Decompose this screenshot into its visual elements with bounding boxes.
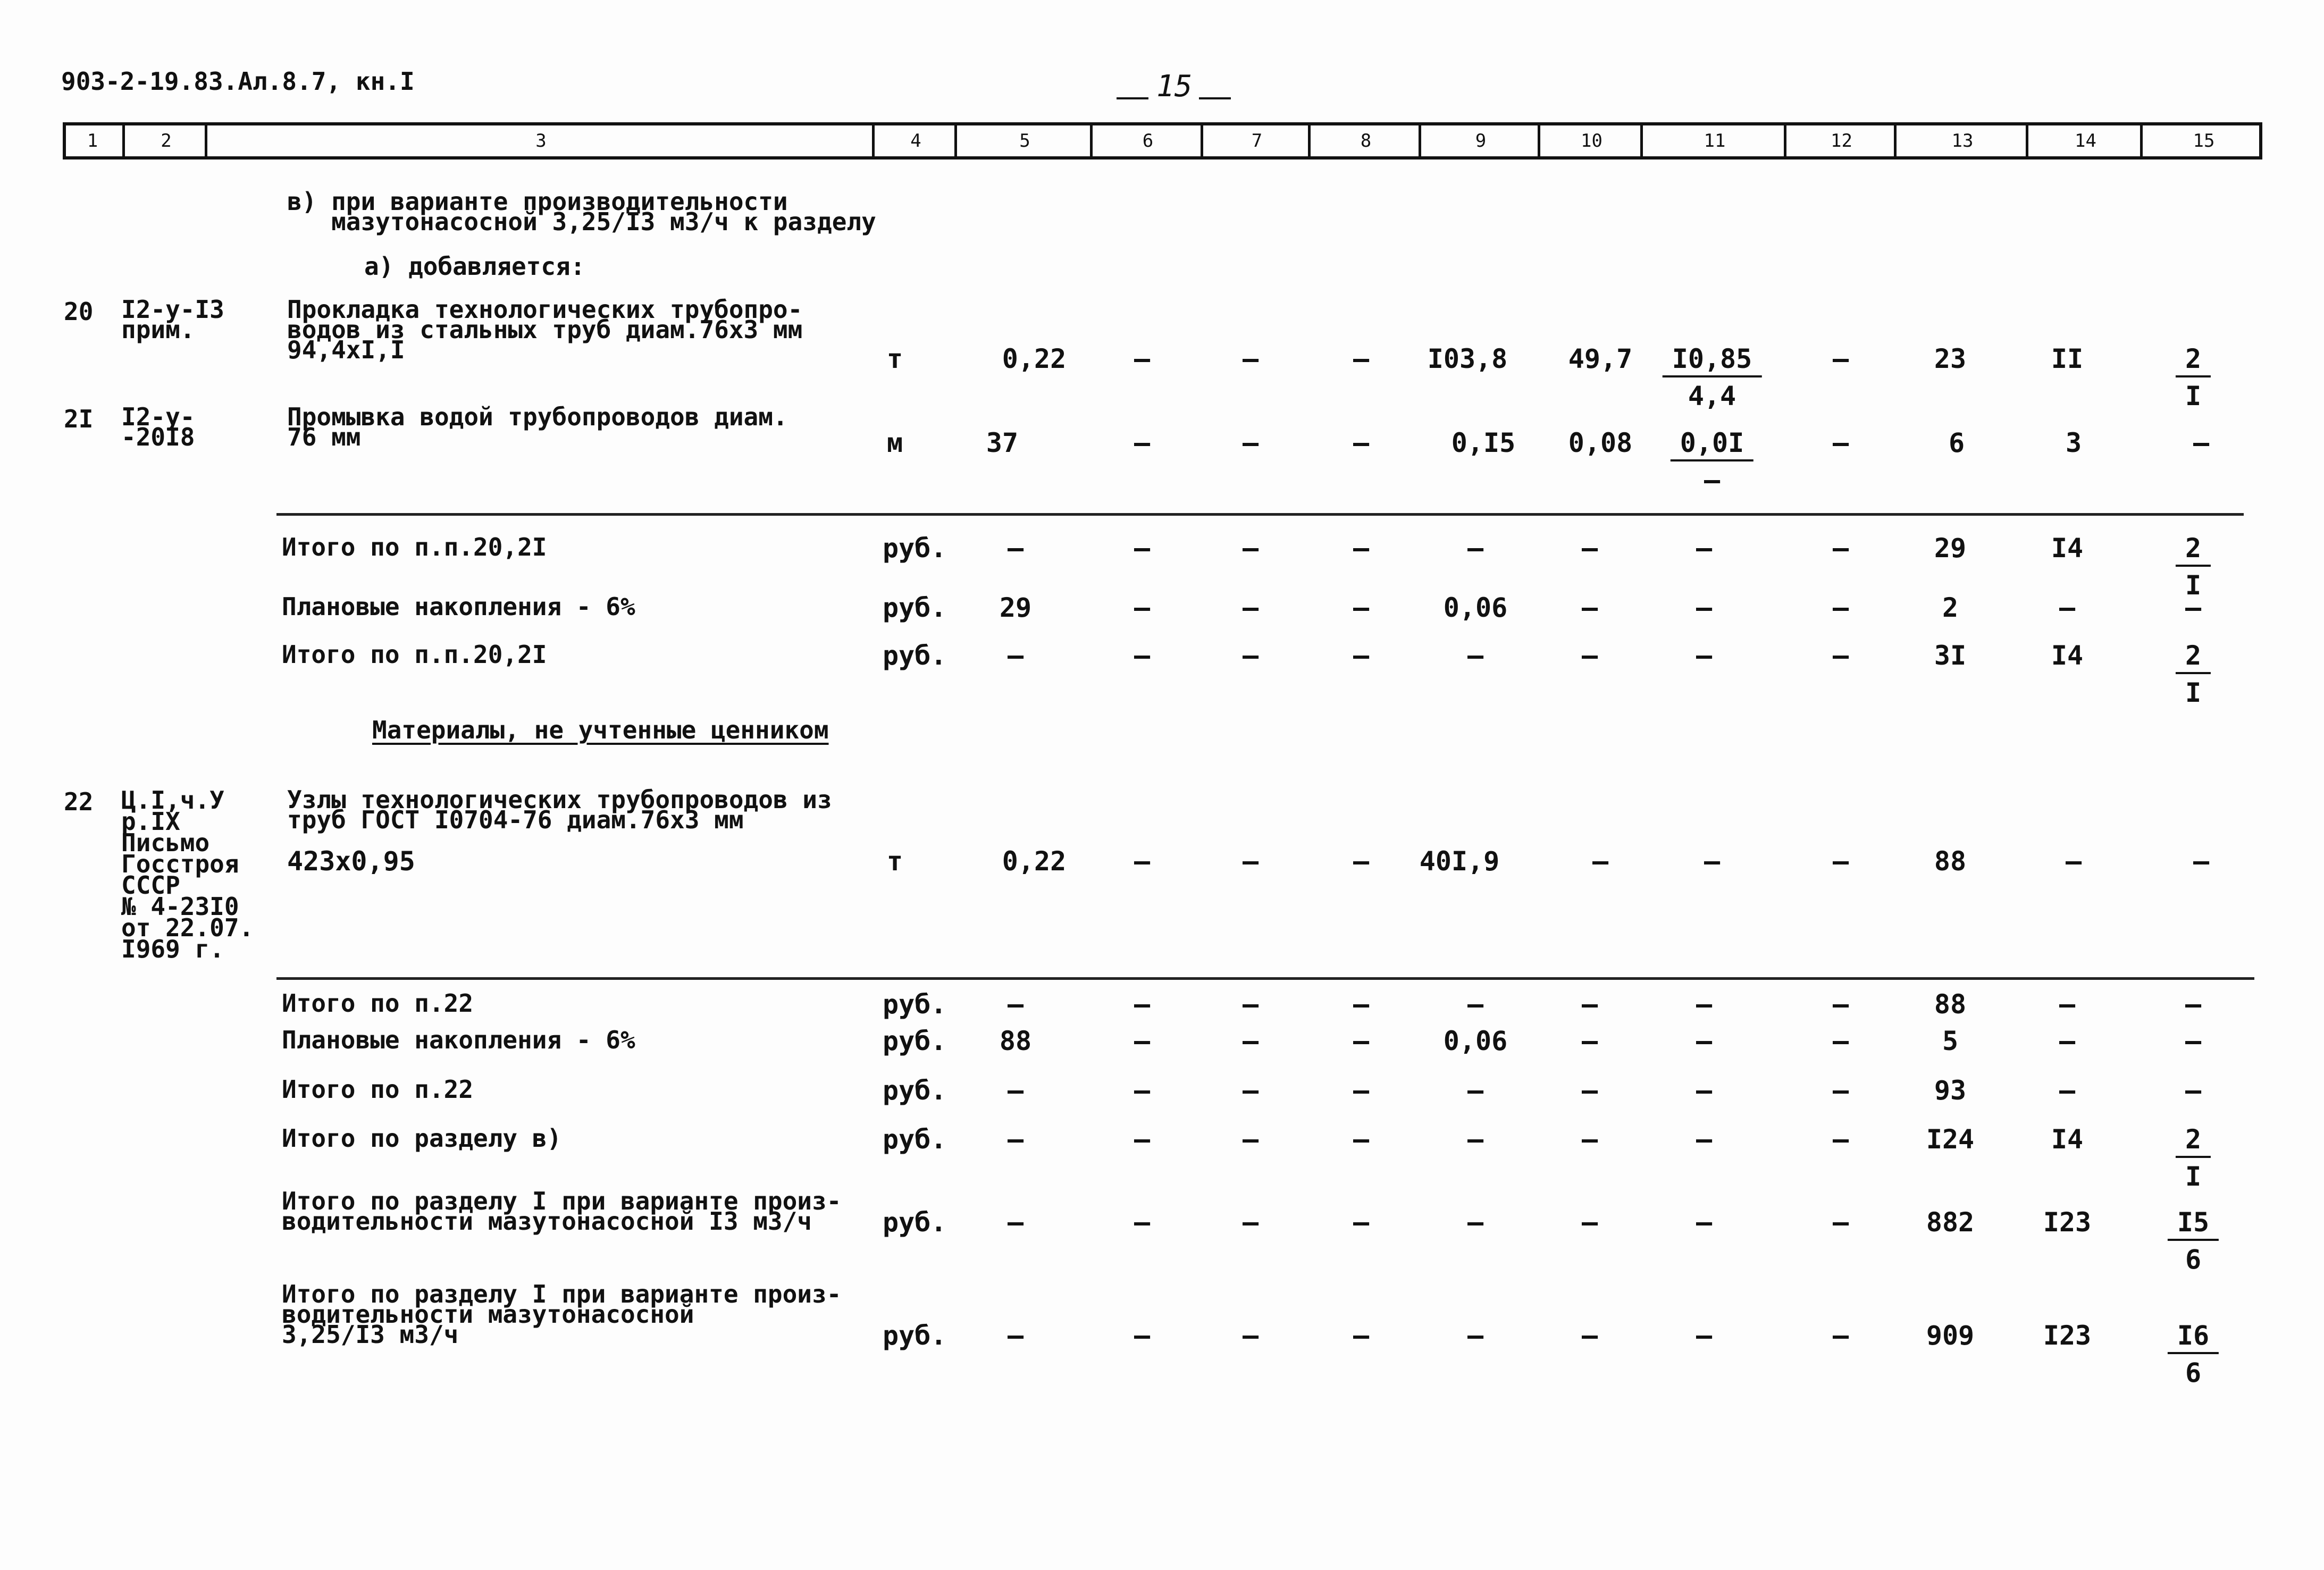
fraction-denominator: – (1704, 465, 1721, 496)
total-row-description: Итого по п.22 (282, 1075, 474, 1104)
cell-c8: – (1353, 846, 1370, 877)
row-code: I2-у- -20I8 (121, 402, 195, 451)
cell-c12: – (1832, 1026, 1849, 1056)
cell-c14: – (2065, 846, 2082, 877)
cell-c10: – (1581, 1075, 1598, 1106)
fraction-denominator: I (2185, 1161, 2202, 1192)
cell-c6: – (1134, 427, 1151, 458)
cell-c6: – (1134, 592, 1151, 623)
column-number-12: 12 (1784, 122, 1897, 159)
cell-c12: – (1832, 427, 1849, 458)
fraction-numerator: I5 (2168, 1209, 2219, 1241)
row-description: Прокладка технологических трубопро- водов из стальных труб диам.76х3 мм 94,4хI,I (287, 295, 803, 364)
cell-c12: – (1832, 1124, 1849, 1155)
cell-c13: 29 (1934, 533, 1967, 564)
divider-line (276, 513, 2244, 516)
cell-c11: – (1696, 1075, 1713, 1106)
cell-c6: – (1134, 343, 1151, 374)
column-number-1: 1 (87, 130, 98, 152)
cell-c13: 882 (1926, 1207, 1975, 1238)
row-number: 2I (64, 405, 94, 433)
fraction-denominator: I (2185, 570, 2202, 601)
cell-c8: – (1353, 343, 1370, 374)
cell-c11: – (1696, 1124, 1713, 1155)
cell-c6: – (1134, 533, 1151, 564)
cell-c6: – (1134, 640, 1151, 671)
cell-c7: – (1242, 1124, 1259, 1155)
subsection-title: а) добавляется: (364, 252, 585, 281)
cell-c5: – (1007, 533, 1024, 564)
cell-c10: – (1581, 592, 1598, 623)
row-description: Узлы технологических трубопроводов из труб ГОСТ I0704-76 диам.76х3 мм (287, 785, 832, 834)
column-number-9: 9 (1419, 122, 1540, 159)
total-row-unit: руб. (883, 989, 947, 1020)
total-row-unit: руб. (883, 1075, 947, 1106)
cell-c14: I4 (2051, 533, 2084, 564)
total-row-unit: руб. (883, 592, 947, 623)
cell-c13: 6 (1948, 427, 1965, 458)
cell-c5: – (1007, 640, 1024, 671)
cell-c12: – (1832, 640, 1849, 671)
cell-c9: – (1467, 533, 1484, 564)
cell-c14: – (2059, 1026, 2076, 1056)
cell-c11: – (1696, 1207, 1713, 1238)
cell-c7: – (1242, 640, 1259, 671)
cell-c5: 29 (999, 592, 1032, 623)
cell-c5: 37 (986, 427, 1019, 458)
cell-c11: – (1704, 846, 1721, 877)
cell-c10: – (1581, 533, 1598, 564)
cell-c11-fraction (1663, 343, 1762, 412)
total-row-unit: руб. (883, 1026, 947, 1056)
cell-c5: 0,22 (1002, 846, 1067, 877)
cell-c15-fraction (2176, 343, 2211, 412)
fraction-numerator: 2 (2176, 535, 2211, 567)
cell-c13: 3I (1934, 640, 1967, 671)
cell-c15: – (2185, 592, 2202, 623)
cell-c12: – (1832, 846, 1849, 877)
divider-line (276, 977, 2254, 980)
materials-title: Материалы, не учтенные ценником (372, 716, 829, 744)
cell-c15-fraction (2168, 1322, 2219, 1386)
fraction-numerator: I0,85 (1663, 346, 1762, 377)
cell-c15-fraction (2176, 535, 2211, 599)
cell-c11: – (1696, 989, 1713, 1020)
total-row-unit: руб. (883, 533, 947, 564)
cell-c8: – (1353, 1075, 1370, 1106)
cell-c14: – (2059, 989, 2076, 1020)
cell-c9: 40I,9 (1419, 846, 1500, 877)
column-number-2: 2 (122, 122, 207, 159)
page-number-dash-right (1199, 97, 1231, 99)
total-row-description: Итого по разделу I при варианте произ- водительности мазутонасосной I3 м3/ч (282, 1187, 842, 1236)
cell-c5: – (1007, 1320, 1024, 1351)
cell-c11: – (1696, 533, 1713, 564)
cell-c5: 88 (999, 1026, 1032, 1056)
row-unit: м (887, 427, 903, 458)
cell-c5: 0,22 (1002, 343, 1067, 374)
row-number: 22 (64, 787, 94, 816)
cell-c13: I24 (1926, 1124, 1975, 1155)
cell-c8: – (1353, 989, 1370, 1020)
fraction-denominator: 4,4 (1688, 381, 1736, 412)
cell-c12: – (1832, 592, 1849, 623)
cell-c9: – (1467, 1207, 1484, 1238)
total-row-description: Итого по п.22 (282, 989, 474, 1018)
fraction-denominator: 6 (2185, 1244, 2202, 1275)
cell-c7: – (1242, 592, 1259, 623)
page-number-dash-left (1117, 97, 1148, 99)
total-row-unit: руб. (883, 1320, 947, 1351)
cell-c8: – (1353, 1207, 1370, 1238)
cell-c6: – (1134, 1075, 1151, 1106)
cell-c14: I4 (2051, 640, 2084, 671)
cell-c15-fraction (2176, 642, 2211, 706)
row-description-quantity: 423х0,95 (287, 846, 415, 877)
cell-c9: – (1467, 1075, 1484, 1106)
section-title: в) при варианте производительности мазутонасосной 3,25/I3 м3/ч к разделу (287, 187, 876, 236)
cell-c9: I03,8 (1427, 343, 1508, 374)
cell-c14: 3 (2065, 427, 2082, 458)
cell-c9: – (1467, 989, 1484, 1020)
cell-c11: – (1696, 1320, 1713, 1351)
cell-c5: – (1007, 1075, 1024, 1106)
cell-c12: – (1832, 1075, 1849, 1106)
total-row-unit: руб. (883, 1207, 947, 1238)
column-number-11: 11 (1640, 122, 1786, 159)
cell-c6: – (1134, 1320, 1151, 1351)
column-number-4: 4 (872, 122, 957, 159)
row-number: 20 (64, 297, 94, 326)
cell-c8: – (1353, 1320, 1370, 1351)
row-description: Промывка водой трубопроводов диам. 76 мм (287, 402, 788, 451)
total-row-description: Плановые накопления - 6% (282, 1026, 635, 1054)
cell-c11: – (1696, 592, 1713, 623)
cell-c14: I23 (2043, 1320, 2092, 1351)
cell-c6: – (1134, 846, 1151, 877)
fraction-numerator: 2 (2176, 1126, 2211, 1158)
cell-c8: – (1353, 1124, 1370, 1155)
cell-c13: 88 (1934, 989, 1967, 1020)
cell-c12: – (1832, 343, 1849, 374)
cell-c15: – (2185, 989, 2202, 1020)
cell-c6: – (1134, 1124, 1151, 1155)
column-number-14: 14 (2026, 122, 2143, 159)
cell-c5: – (1007, 1124, 1024, 1155)
cell-c15-fraction (2168, 1209, 2219, 1273)
fraction-numerator: 2 (2176, 642, 2211, 674)
cell-c8: – (1353, 592, 1370, 623)
cell-c15: – (2193, 846, 2210, 877)
total-row-description: Итого по разделу в) (282, 1124, 562, 1153)
fraction-numerator: 0,0I (1671, 430, 1754, 461)
cell-c10: – (1581, 1124, 1598, 1155)
fraction-denominator: I (2185, 677, 2202, 708)
cell-c12: – (1832, 989, 1849, 1020)
cell-c5: – (1007, 1207, 1024, 1238)
cell-c13: 909 (1926, 1320, 1975, 1351)
fraction-numerator: 2 (2176, 346, 2211, 377)
cell-c13: 93 (1934, 1075, 1967, 1106)
cell-c12: – (1832, 1320, 1849, 1351)
column-number-6: 6 (1090, 122, 1203, 159)
cell-c12: – (1832, 1207, 1849, 1238)
cell-c14: – (2059, 592, 2076, 623)
cell-c10: – (1581, 640, 1598, 671)
cell-c15: – (2193, 427, 2210, 458)
cell-c14: I4 (2051, 1124, 2084, 1155)
document-code: 903-2-19.83.Ал.8.7, кн.I (61, 67, 415, 96)
cell-c9: 0,06 (1443, 592, 1508, 623)
cell-c13: 2 (1942, 592, 1959, 623)
cell-c10: – (1581, 1026, 1598, 1056)
fraction-denominator: I (2185, 381, 2202, 412)
total-row-unit: руб. (883, 1124, 947, 1155)
cell-c9: 0,I5 (1451, 427, 1516, 458)
column-number-7: 7 (1201, 122, 1311, 159)
column-number-15: 15 (2140, 122, 2265, 159)
cell-c7: – (1242, 343, 1259, 374)
cell-c13: 23 (1934, 343, 1967, 374)
column-number-10: 10 (1538, 122, 1643, 159)
total-row-description: Итого по п.п.20,2I (282, 640, 547, 669)
cell-c7: – (1242, 427, 1259, 458)
cell-c13: 5 (1942, 1026, 1959, 1056)
cell-c9: – (1467, 1124, 1484, 1155)
column-number-5: 5 (954, 122, 1093, 159)
cell-c8: – (1353, 533, 1370, 564)
cell-c14: – (2059, 1075, 2076, 1106)
cell-c10: – (1581, 1207, 1598, 1238)
cell-c7: – (1242, 533, 1259, 564)
total-row-description: Итого по п.п.20,2I (282, 533, 547, 561)
cell-c12: – (1832, 533, 1849, 564)
cell-c15: – (2185, 1026, 2202, 1056)
cell-c11-fraction (1671, 427, 1754, 496)
cell-c7: – (1242, 1075, 1259, 1106)
column-number-13: 13 (1894, 122, 2028, 159)
cell-c9: – (1467, 1320, 1484, 1351)
cell-c13: 88 (1934, 846, 1967, 877)
cell-c7: – (1242, 1320, 1259, 1351)
cell-c7: – (1242, 846, 1259, 877)
cell-c6: – (1134, 989, 1151, 1020)
cell-c14: II (2051, 343, 2084, 374)
cell-c15-fraction (2176, 1126, 2211, 1190)
cell-c8: – (1353, 1026, 1370, 1056)
cell-c15: – (2185, 1075, 2202, 1106)
column-number-8: 8 (1308, 122, 1421, 159)
fraction-denominator: 6 (2185, 1357, 2202, 1388)
cell-c8: – (1353, 427, 1370, 458)
cell-c9: 0,06 (1443, 1026, 1508, 1056)
cell-c8: – (1353, 640, 1370, 671)
cell-c7: – (1242, 1026, 1259, 1056)
cell-c7: – (1242, 989, 1259, 1020)
cell-c5: – (1007, 989, 1024, 1020)
cell-c7: – (1242, 1207, 1259, 1238)
cell-c6: – (1134, 1207, 1151, 1238)
cell-c10: – (1581, 989, 1598, 1020)
cell-c10: – (1592, 846, 1609, 877)
cell-c9: – (1467, 640, 1484, 671)
total-row-unit: руб. (883, 640, 947, 671)
fraction-numerator: I6 (2168, 1322, 2219, 1354)
total-row-description: Итого по разделу I при варианте произ- водительности мазутонасосной 3,25/I3 м3/ч (282, 1280, 842, 1349)
row-unit: т (887, 343, 903, 374)
page-number: 15 (1156, 69, 1193, 104)
cell-c14: I23 (2043, 1207, 2092, 1238)
column-number-3: 3 (205, 122, 875, 159)
row-code: Ц.I,ч.У р.IХ Письмо Госстроя СССР № 4-23I0 от 22.07. I969 г. (121, 786, 254, 963)
total-row-description: Плановые накопления - 6% (282, 592, 635, 621)
cell-c10: 49,7 (1568, 343, 1633, 374)
cell-c11: – (1696, 640, 1713, 671)
cell-c11: – (1696, 1026, 1713, 1056)
row-code: I2-у-I3 прим. (121, 295, 224, 344)
cell-c10: 0,08 (1568, 427, 1633, 458)
cell-c6: – (1134, 1026, 1151, 1056)
row-unit: т (887, 846, 903, 877)
cell-c10: – (1581, 1320, 1598, 1351)
